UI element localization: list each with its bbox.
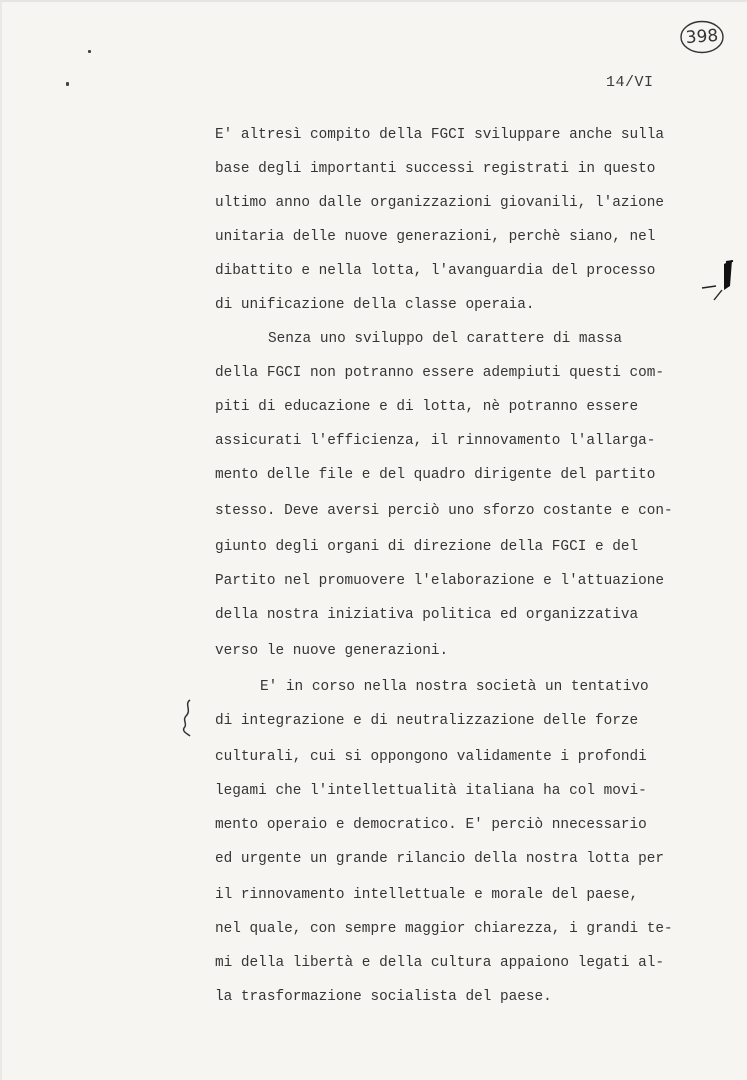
text-line: verso le nuove generazioni. — [215, 643, 449, 659]
text-line: Partito nel promuovere l'elaborazione e l'attuazione — [215, 573, 665, 589]
handwritten-right-margin-mark-icon — [700, 256, 740, 302]
text-line: la trasformazione socialista del paese. — [215, 989, 552, 1005]
text-line: giunto degli organi di direzione della FGCI e del — [215, 539, 639, 555]
text-line: legami che l'intellettualità italiana ha col movi- — [215, 783, 647, 799]
text-line: ed urgente un grande rilancio della nostra lotta per — [215, 851, 665, 867]
text-line: il rinnovamento intellettuale e morale del paese, — [215, 887, 639, 903]
text-line: dibattito e nella lotta, l'avanguardia del processo — [215, 263, 656, 279]
archive-number: 398 — [685, 25, 719, 49]
text-line: E' altresì compito della FGCI sviluppare anche sulla — [215, 127, 665, 143]
text-line: della nostra iniziativa politica ed organizzativa — [215, 607, 639, 623]
text-line: E' in corso nella nostra società un tentativo — [260, 679, 649, 695]
stray-mark — [66, 82, 69, 86]
archive-number-stamp — [678, 18, 726, 56]
text-line: ultimo anno dalle organizzazioni giovanili, l'azione — [215, 195, 665, 211]
text-line: di unificazione della classe operaia. — [215, 297, 535, 313]
text-line: mi della libertà e della cultura appaiono legati al- — [215, 955, 665, 971]
page-reference: 14/VI — [606, 74, 654, 91]
stray-mark — [88, 50, 91, 53]
text-line: Senza uno sviluppo del carattere di massa — [268, 331, 623, 347]
text-line: base degli importanti successi registrati in questo — [215, 161, 656, 177]
text-line: piti di educazione e di lotta, nè potranno essere — [215, 399, 639, 415]
text-line: mento operaio e democratico. E' perciò nnecessario — [215, 817, 647, 833]
text-line: unitaria delle nuove generazioni, perchè siano, nel — [215, 229, 656, 245]
text-line: culturali, cui si oppongono validamente i profondi — [215, 749, 647, 765]
handwritten-left-brace-icon — [178, 698, 198, 738]
text-line: di integrazione e di neutralizzazione delle forze — [215, 713, 639, 729]
text-line: mento delle file e del quadro dirigente del partito — [215, 467, 656, 483]
text-line: stesso. Deve aversi perciò uno sforzo costante e con- — [215, 503, 673, 519]
text-line: della FGCI non potranno essere adempiuti questi com- — [215, 365, 665, 381]
text-line: assicurati l'efficienza, il rinnovamento l'allarga- — [215, 433, 656, 449]
text-line: nel quale, con sempre maggior chiarezza, i grandi te- — [215, 921, 673, 937]
